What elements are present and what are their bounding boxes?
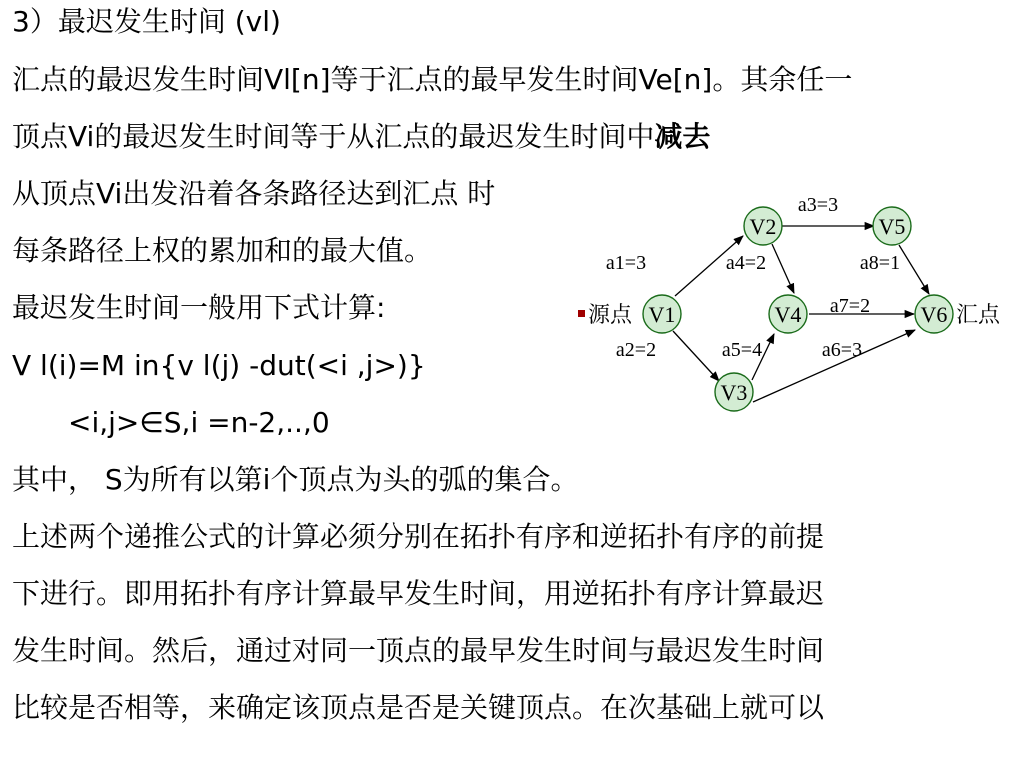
node-v5 bbox=[873, 207, 911, 245]
edge-label-a7: a7=2 bbox=[829, 295, 871, 317]
node-v6 bbox=[915, 295, 953, 333]
edge-v2-v4 bbox=[772, 244, 794, 293]
node-v4 bbox=[769, 295, 807, 333]
node-label-v5: V5 bbox=[878, 214, 906, 239]
paragraph-line: 发生时间。然后，通过对同一顶点的最早发生时间与最迟发生时间 bbox=[12, 634, 825, 667]
bullet-marker bbox=[578, 310, 585, 317]
node-label-v2: V2 bbox=[749, 214, 777, 239]
paragraph-line: 每条路径上权的累加和的最大值。 bbox=[12, 234, 433, 267]
emphasis-text: 减去 bbox=[654, 120, 711, 153]
edge-label-a2: a2=2 bbox=[615, 339, 657, 361]
edge-label-a3: a3=3 bbox=[797, 194, 839, 216]
paragraph-line: 汇点的最迟发生时间Vl[n]等于汇点的最早发生时间Ve[n]。其余任一 bbox=[12, 63, 853, 96]
edge-label-a1: a1=3 bbox=[605, 252, 647, 274]
edge-label-a6: a6=3 bbox=[821, 339, 863, 361]
paragraph-line: 其中， S为所有以第i个顶点为头的弧的集合。 bbox=[12, 463, 579, 496]
paragraph-line: 下进行。即用拓扑有序计算最早发生时间，用逆拓扑有序计算最迟 bbox=[12, 577, 825, 610]
edge-v5-v6 bbox=[899, 245, 929, 294]
edge-v1-v3 bbox=[673, 331, 719, 381]
formula-line: V l(i)=M in{v l(j) -dut(<i ,j>)} bbox=[12, 349, 426, 382]
node-label-v3: V3 bbox=[720, 380, 748, 405]
paragraph-line: 比较是否相等，来确定该顶点是否是关键顶点。在次基础上就可以 bbox=[12, 691, 825, 724]
node-label-v1: V1 bbox=[648, 302, 676, 327]
paragraph-line: 最迟发生时间一般用下式计算: bbox=[12, 291, 386, 324]
formula-condition: <i,j>∈S,i =n-2,..,0 bbox=[68, 406, 330, 439]
node-v3 bbox=[715, 373, 753, 411]
edge-label-a8: a8=1 bbox=[859, 252, 901, 274]
node-v1 bbox=[643, 295, 681, 333]
paragraph-line: 从顶点Vi出发沿着各条路径达到汇点 时 bbox=[12, 177, 496, 210]
edge-label-a4: a4=2 bbox=[725, 252, 767, 274]
source-label: 源点 bbox=[588, 302, 633, 327]
sink-label: 汇点 bbox=[956, 302, 1001, 327]
node-label-v6: V6 bbox=[920, 302, 948, 327]
paragraph-text: 顶点Vi的最迟发生时间等于从汇点的最迟发生时间中 bbox=[12, 120, 655, 153]
paragraph-line: 上述两个递推公式的计算必须分别在拓扑有序和逆拓扑有序的前提 bbox=[12, 520, 825, 553]
edge-label-a5: a5=4 bbox=[721, 339, 763, 361]
node-label-v4: V4 bbox=[774, 302, 802, 327]
section-heading: 3）最迟发生时间 (vl) bbox=[12, 5, 281, 38]
node-v2 bbox=[744, 207, 782, 245]
